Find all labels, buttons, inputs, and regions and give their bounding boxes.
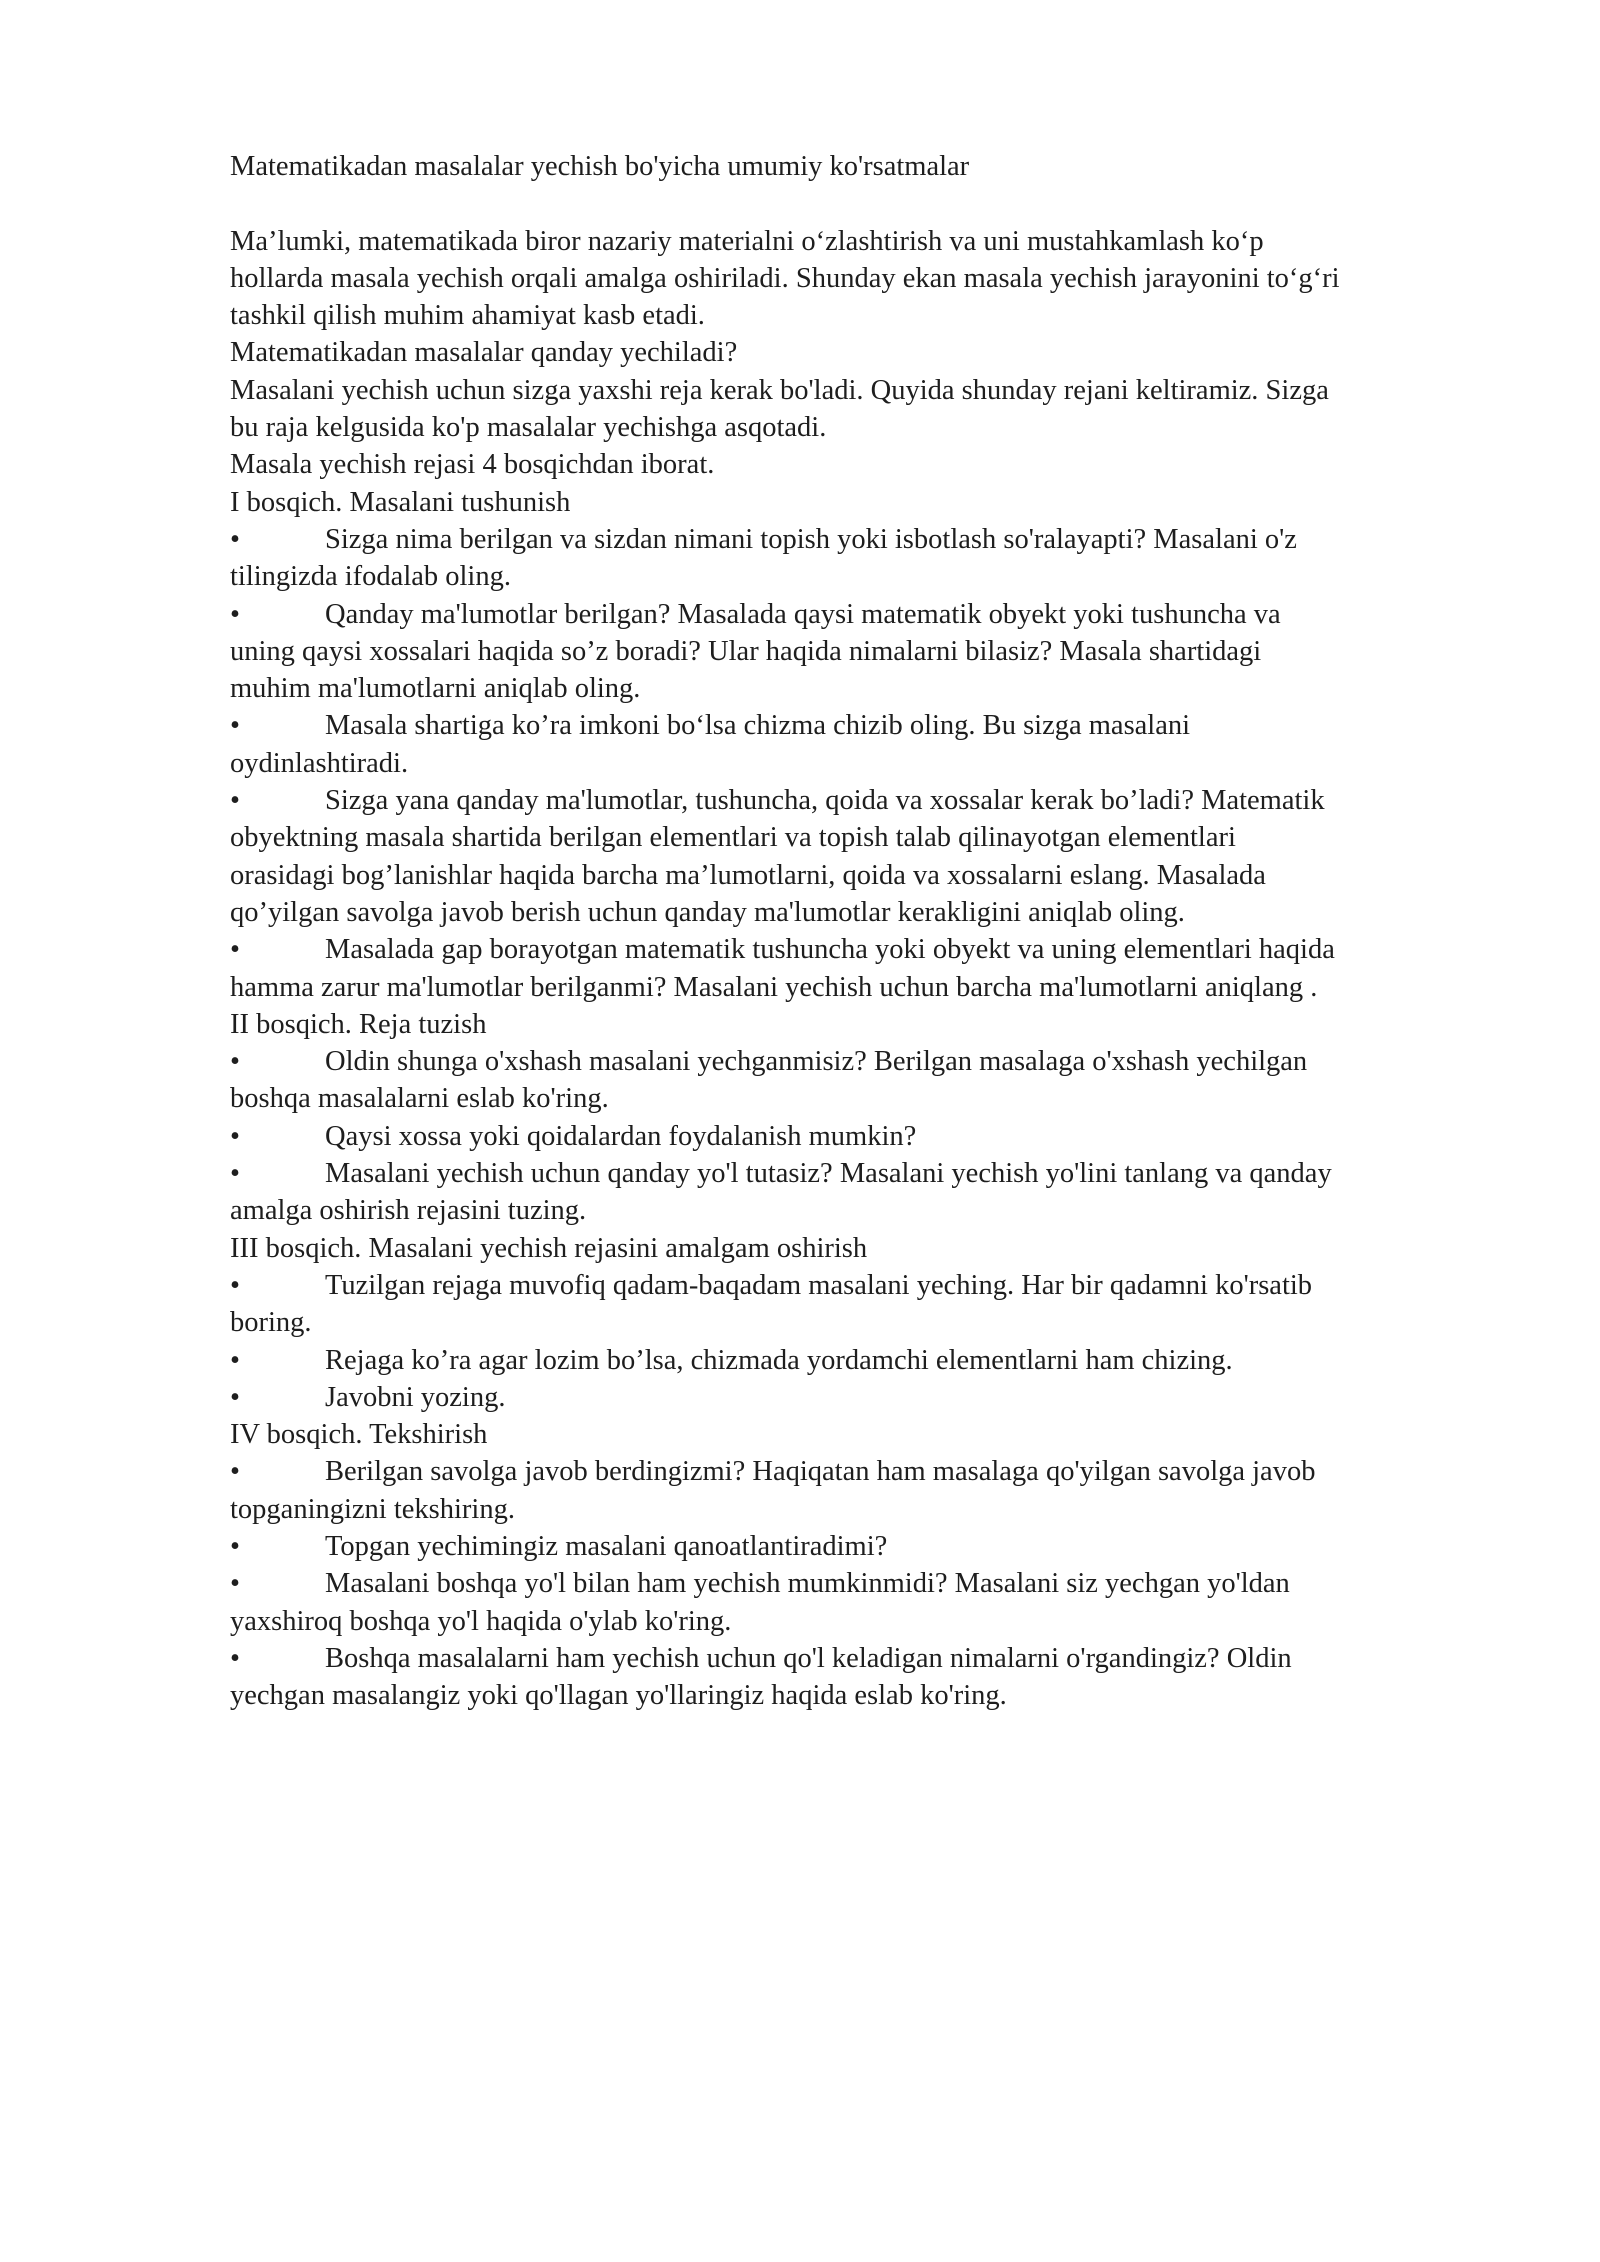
line-text: bu raja kelgusida ko'p masalalar yechishga asqotadi. — [230, 412, 827, 444]
bullet-item-line — [230, 1379, 1530, 1416]
line-text: I bosqich. Masalani tushunish — [230, 486, 571, 518]
line-text: Masala yechish rejasi 4 bosqichdan iborat. — [230, 449, 715, 481]
bullet-item-line — [230, 1453, 1530, 1490]
text-line — [230, 1491, 1530, 1528]
line-text: Masalani yechish uchun sizga yaxshi reja kerak bo'ladi. Quyida shunday rejani keltiramiz. Sizga — [230, 374, 1329, 406]
text-line — [230, 409, 1530, 446]
text-line — [230, 819, 1530, 856]
document-page — [230, 148, 1530, 1714]
line-text: Matematikadan masalalar qanday yechiladi? — [230, 337, 738, 369]
line-text: II bosqich. Reja tuzish — [230, 1008, 487, 1040]
line-text: Javobni yozing. — [325, 1381, 506, 1413]
line-text: III bosqich. Masalani yechish rejasini amalgam oshirish — [230, 1232, 868, 1264]
bullet-marker: • — [230, 710, 240, 742]
bullet-marker: • — [230, 598, 240, 630]
text-line — [230, 1006, 1530, 1043]
bullet-marker: • — [230, 1120, 240, 1152]
line-text: oydinlashtiradi. — [230, 747, 409, 779]
bullet-item-line — [230, 1267, 1530, 1304]
text-line — [230, 1080, 1530, 1117]
text-line — [230, 223, 1530, 260]
text-line — [230, 633, 1530, 670]
text-line — [230, 484, 1530, 521]
text-line — [230, 1677, 1530, 1714]
bullet-item-line — [230, 1043, 1530, 1080]
text-line — [230, 297, 1530, 334]
text-line — [230, 1230, 1530, 1267]
bullet-item-line — [230, 1640, 1530, 1677]
bullet-item-line — [230, 521, 1530, 558]
line-text: Masalani yechish uchun qanday yo'l tutasiz? Masalani yechish yo'lini tanlang va qanday — [325, 1158, 1332, 1190]
bullet-marker: • — [230, 934, 240, 966]
bullet-item-line — [230, 1155, 1530, 1192]
text-line — [230, 894, 1530, 931]
bullet-marker: • — [230, 1642, 240, 1674]
document-body — [230, 223, 1530, 1715]
bullet-item-line — [230, 1118, 1530, 1155]
text-line — [230, 334, 1530, 371]
text-line — [230, 745, 1530, 782]
line-text: Sizga yana qanday ma'lumotlar, tushuncha, qoida va xossalar kerak bo’ladi? Matematik — [325, 785, 1325, 817]
line-text: muhim ma'lumotlarni aniqlab oling. — [230, 673, 641, 705]
bullet-marker: • — [230, 1456, 240, 1488]
bullet-marker: • — [230, 1381, 240, 1413]
line-text: amalga oshirish rejasini tuzing. — [230, 1195, 587, 1227]
bullet-item-line — [230, 596, 1530, 633]
bullet-marker: • — [230, 1344, 240, 1376]
line-text: Rejaga ko’ra agar lozim bo’lsa, chizmada yordamchi elementlarni ham chizing. — [325, 1344, 1233, 1376]
text-line — [230, 558, 1530, 595]
line-text: yaxshiroq boshqa yo'l haqida o'ylab ko'ring. — [230, 1605, 732, 1637]
text-line — [230, 260, 1530, 297]
line-text: tashkil qilish muhim ahamiyat kasb etadi. — [230, 300, 705, 332]
text-line — [230, 670, 1530, 707]
line-text: Qaysi xossa yoki qoidalardan foydalanish mumkin? — [325, 1120, 917, 1152]
line-text: Oldin shunga o'xshash masalani yechganmisiz? Berilgan masalaga o'xshash yechilgan — [325, 1046, 1308, 1078]
line-text: Masalani boshqa yo'l bilan ham yechish mumkinmidi? Masalani siz yechgan yo'ldan — [325, 1568, 1290, 1600]
line-text: Tuzilgan rejaga muvofiq qadam-baqadam masalani yeching. Har bir qadamni ko'rsatib — [325, 1269, 1313, 1301]
line-text: Topgan yechimingiz masalani qanoatlantiradimi? — [325, 1530, 888, 1562]
text-line — [230, 372, 1530, 409]
line-text: Sizga nima berilgan va sizdan nimani topish yoki isbotlash so'ralayapti? Masalani o'z — [325, 523, 1297, 555]
line-text: obyektning masala shartida berilgan elementlari va topish talab qilinayotgan elementlari — [230, 822, 1236, 854]
line-text: qo’yilgan savolga javob berish uchun qanday ma'lumotlar kerakligini aniqlab oling. — [230, 896, 1185, 928]
bullet-item-line — [230, 1528, 1530, 1565]
line-text: IV bosqich. Tekshirish — [230, 1419, 488, 1451]
bullet-marker: • — [230, 1269, 240, 1301]
line-text: topganingizni tekshiring. — [230, 1493, 515, 1525]
bullet-item-line — [230, 1565, 1530, 1602]
text-line — [230, 1603, 1530, 1640]
bullet-marker: • — [230, 1568, 240, 1600]
line-text: boring. — [230, 1307, 312, 1339]
text-line — [230, 1416, 1530, 1453]
bullet-item-line — [230, 707, 1530, 744]
bullet-item-line — [230, 782, 1530, 819]
bullet-marker: • — [230, 1046, 240, 1078]
line-text: Qanday ma'lumotlar berilgan? Masalada qaysi matematik obyekt yoki tushuncha va — [325, 598, 1281, 630]
line-text: Masalada gap borayotgan matematik tushuncha yoki obyekt va uning elementlari haqida — [325, 934, 1335, 966]
line-text: Masala shartiga ko’ra imkoni bo‘lsa chizma chizib oling. Bu sizga masalani — [325, 710, 1191, 742]
line-text: tilingizda ifodalab oling. — [230, 561, 511, 593]
line-text: yechgan masalangiz yoki qo'llagan yo'llaringiz haqida eslab ko'ring. — [230, 1680, 1007, 1712]
text-line — [230, 857, 1530, 894]
line-text: Boshqa masalalarni ham yechish uchun qo'l keladigan nimalarni o'rgandingiz? Oldin — [325, 1642, 1292, 1674]
line-text: orasidagi bog’lanishlar haqida barcha ma’lumotlarni, qoida va xossalarni eslang. Masalada — [230, 859, 1266, 891]
line-text: hollarda masala yechish orqali amalga oshiriladi. Shunday ekan masala yechish jarayonini to‘g‘ri — [230, 262, 1340, 294]
bullet-item-line — [230, 1342, 1530, 1379]
line-text: uning qaysi xossalari haqida so’z boradi? Ular haqida nimalarni bilasiz? Masala shartidagi — [230, 635, 1262, 667]
document-title: Matematikadan masalalar yechish bo'yicha umumiy ko'rsatmalar — [230, 151, 970, 182]
bullet-marker: • — [230, 523, 240, 555]
bullet-marker: • — [230, 1530, 240, 1562]
line-text: boshqa masalalarni eslab ko'ring. — [230, 1083, 609, 1115]
text-line — [230, 446, 1530, 483]
text-line — [230, 1192, 1530, 1229]
line-text: hamma zarur ma'lumotlar berilganmi? Masalani yechish uchun barcha ma'lumotlarni aniqlang . — [230, 971, 1318, 1003]
text-line — [230, 969, 1530, 1006]
bullet-marker: • — [230, 1158, 240, 1190]
text-line — [230, 1304, 1530, 1341]
line-text: Ma’lumki, matematikada biror nazariy materialni o‘zlashtirish va uni mustahkamlash ko‘p — [230, 225, 1264, 257]
bullet-marker: • — [230, 785, 240, 817]
bullet-item-line — [230, 931, 1530, 968]
line-text: Berilgan savolga javob berdingizmi? Haqiqatan ham masalaga qo'yilgan savolga javob — [325, 1456, 1316, 1488]
